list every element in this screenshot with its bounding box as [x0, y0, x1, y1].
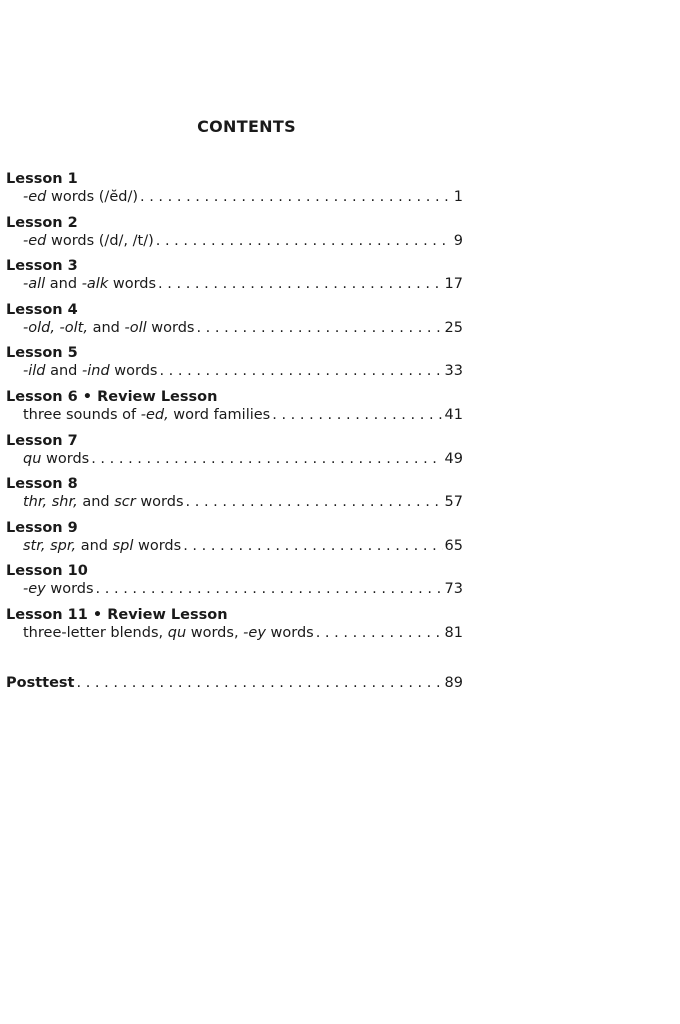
toc-line: [6, 188, 463, 207]
topic-segment: three-letter blends,: [23, 624, 168, 641]
toc-entry[interactable]: [6, 345, 463, 389]
page-number: 49: [444, 450, 463, 467]
lesson-topic: [23, 624, 314, 643]
lesson-label: Lesson 7: [6, 432, 78, 449]
lesson-topic: [23, 232, 154, 251]
topic-italic-segment: -ed: [23, 232, 47, 249]
topic-segment: words: [109, 363, 158, 380]
topic-italic-segment: -all: [23, 276, 46, 293]
topic-segment: and: [45, 363, 82, 380]
topic-italic-segment: thr, shr,: [23, 494, 78, 511]
topic-segment: and: [45, 276, 82, 293]
toc-line: [6, 275, 463, 294]
topic-segment: words: [135, 494, 184, 511]
topic-italic-segment: -ind: [82, 363, 110, 380]
topic-italic-segment: qu: [23, 450, 42, 467]
topic-segment: words (/ĕd/): [46, 189, 138, 205]
page-number: 57: [444, 494, 463, 511]
dot-leader: [89, 450, 442, 469]
lesson-label: Lesson 6 • Review Lesson: [6, 388, 218, 405]
toc-line: [6, 319, 463, 338]
lesson-topic: [23, 493, 184, 512]
topic-segment: words: [41, 450, 90, 467]
topic-segment: three sounds of: [23, 406, 141, 423]
page-number: 33: [444, 363, 463, 380]
topic-segment: words: [146, 319, 195, 336]
topic-italic-segment: scr: [114, 494, 136, 511]
topic-segment: and: [77, 494, 115, 511]
topic-segment: words (/d/, /t/): [46, 232, 154, 249]
topic-italic-segment: -ild: [23, 363, 46, 380]
topic-segment: word families: [168, 406, 271, 423]
page-number: 9: [453, 232, 463, 249]
lesson-topic: [23, 406, 270, 425]
lesson-topic: [23, 188, 138, 207]
lesson-label: Lesson 11 • Review Lesson: [6, 606, 228, 623]
topic-segment: words: [108, 276, 157, 293]
toc-line: [6, 450, 463, 469]
topic-segment: words: [45, 581, 94, 598]
topic-italic-segment: str, spr,: [23, 537, 77, 554]
page-number: 25: [444, 319, 463, 336]
page-number: 65: [444, 537, 463, 554]
dot-leader: [138, 188, 452, 207]
topic-segment: words,: [186, 624, 244, 641]
toc-line: [6, 537, 463, 556]
topic-italic-segment: -ed,: [140, 406, 169, 423]
toc-line: [6, 580, 463, 599]
toc-entry[interactable]: [6, 476, 463, 520]
posttest-page-number: 89: [444, 675, 463, 691]
topic-italic-segment: -oll: [124, 319, 147, 336]
topic-italic-segment: -alk: [81, 276, 109, 293]
toc-line: [6, 493, 463, 512]
lesson-label: Lesson 2: [6, 214, 78, 231]
topic-italic-segment: -ed: [23, 189, 47, 205]
dot-leader: [157, 362, 442, 381]
table-of-contents: [6, 171, 463, 651]
dot-leader: [314, 624, 443, 643]
lesson-topic: [23, 362, 157, 381]
toc-entry[interactable]: [6, 433, 463, 477]
toc-entry[interactable]: [6, 563, 463, 607]
page-number: 73: [444, 581, 463, 598]
dot-leader: [156, 275, 443, 294]
lesson-label: Lesson 9: [6, 519, 78, 536]
lesson-topic: [23, 450, 89, 469]
page-title: CONTENTS: [197, 117, 296, 136]
posttest-label: Posttest: [6, 675, 75, 691]
toc-entry[interactable]: [6, 520, 463, 564]
dot-leader: [270, 406, 442, 425]
toc-line: [6, 362, 463, 381]
dot-leader: [74, 674, 442, 693]
toc-entry[interactable]: [6, 258, 463, 302]
lesson-topic: [23, 580, 94, 599]
lesson-topic: [23, 275, 156, 294]
lesson-label: Lesson 10: [6, 563, 88, 580]
page-number: 81: [444, 624, 463, 641]
topic-italic-segment: -ey: [243, 624, 266, 641]
lesson-label: Lesson 8: [6, 476, 78, 493]
dot-leader: [181, 537, 442, 556]
topic-italic-segment: -old, -olt,: [23, 319, 88, 336]
toc-entry[interactable]: [6, 607, 463, 651]
topic-italic-segment: spl: [112, 537, 134, 554]
page-number: 41: [444, 406, 463, 423]
toc-line: [6, 406, 463, 425]
lesson-topic: [23, 537, 181, 556]
dot-leader: [94, 580, 443, 599]
topic-italic-segment: -ey: [23, 581, 46, 598]
lesson-label: Lesson 5: [6, 345, 78, 362]
posttest-entry[interactable]: [6, 674, 463, 693]
dot-leader: [194, 319, 442, 338]
toc-entry[interactable]: [6, 389, 463, 433]
toc-entry[interactable]: [6, 302, 463, 346]
toc-entry[interactable]: [6, 171, 463, 215]
topic-italic-segment: qu: [167, 624, 187, 641]
dot-leader: [154, 232, 452, 251]
topic-segment: and: [76, 537, 113, 554]
toc-line: [6, 624, 463, 643]
toc-entry[interactable]: [6, 215, 463, 259]
page-number: 1: [453, 189, 463, 205]
dot-leader: [184, 493, 443, 512]
topic-segment: and: [87, 319, 125, 336]
toc-line: [6, 232, 463, 251]
lesson-label: Lesson 3: [6, 258, 78, 275]
topic-segment: words: [133, 537, 182, 554]
lesson-label: Lesson 1: [6, 171, 78, 187]
topic-segment: words: [265, 624, 314, 641]
lesson-topic: [23, 319, 194, 338]
page-number: 17: [444, 276, 463, 293]
lesson-label: Lesson 4: [6, 301, 78, 318]
